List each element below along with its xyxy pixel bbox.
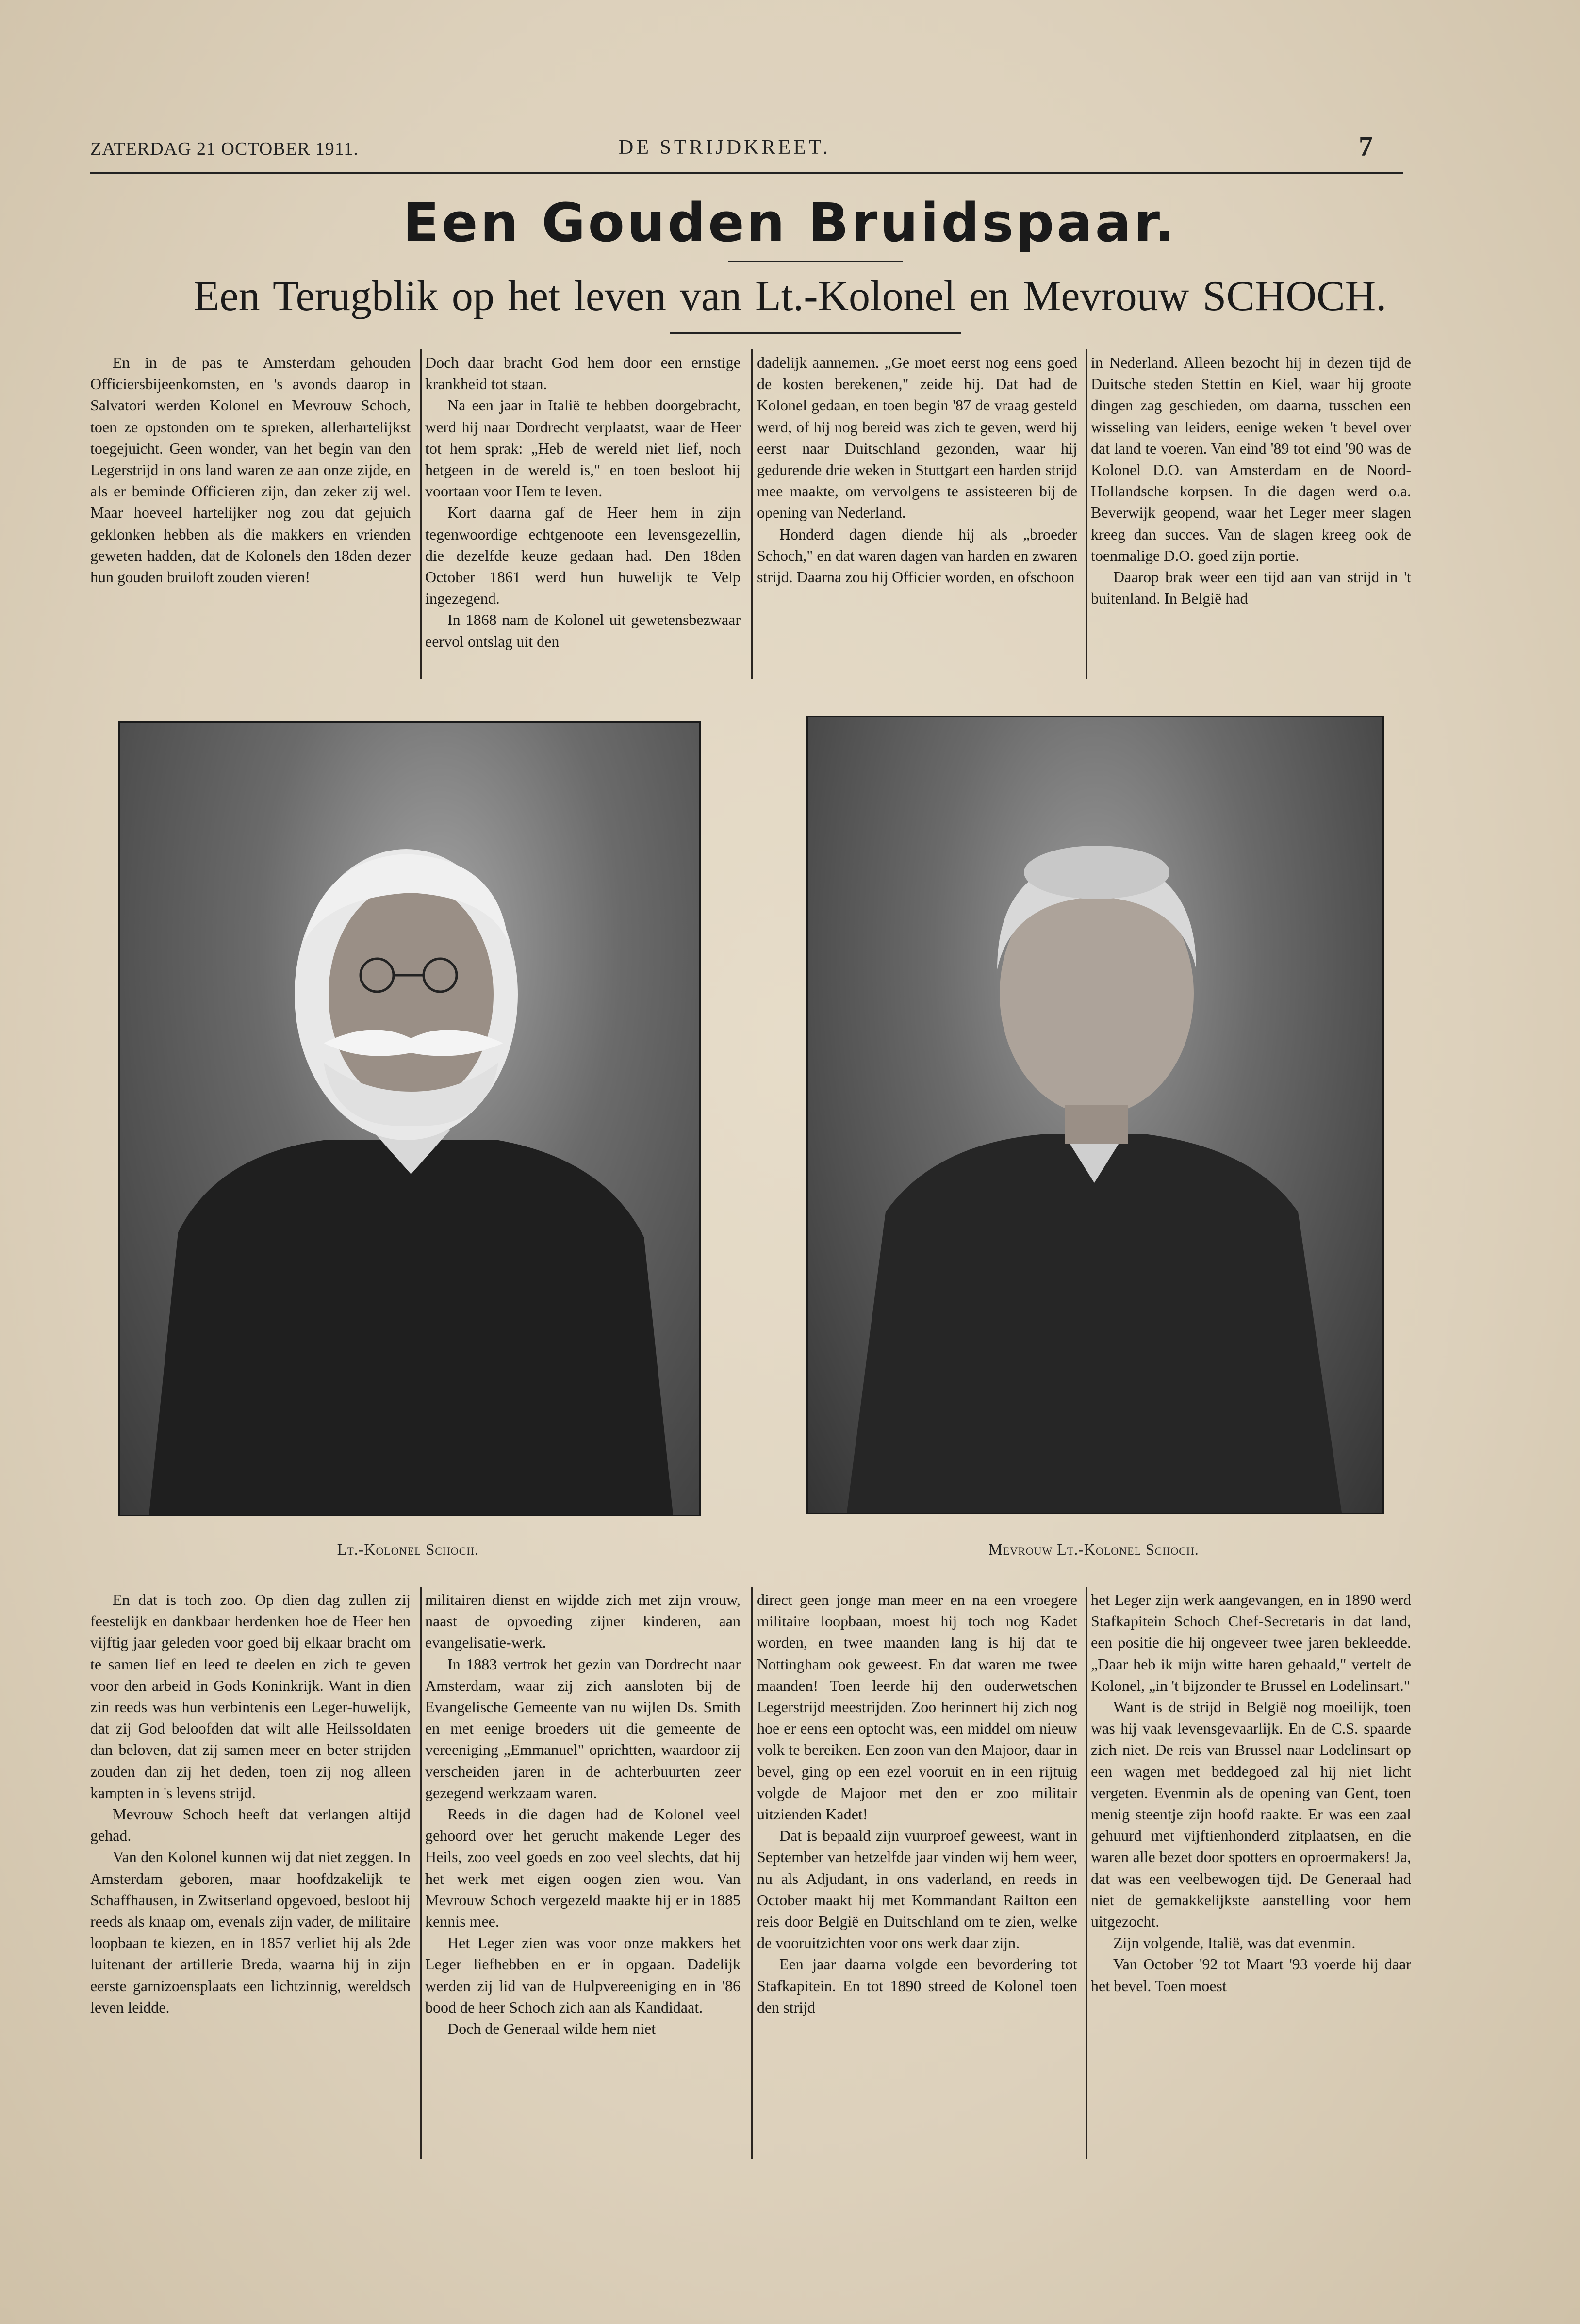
paragraph: In 1883 vertrok het gezin van Dordrecht naar Amsterdam, waar zij zich aansloten bij de Evangelische Gemeente van nu wijlen Ds. Smith en met eenige broeders uit die gemeente de vereeniging „Emmanuel" oprichtten, waardoor zij verscheiden jaren in de achterbuurten zeer gezegend werkzaam waren. bbox=[425, 1655, 741, 1801]
paragraph: Zijn volgende, Italië, was dat evenmin. bbox=[1113, 1934, 1356, 1952]
paragraph: In 1868 nam de Kolonel uit gewetensbezwaar eervol ontslag uit den bbox=[425, 611, 741, 650]
bottom-column-3 bbox=[757, 1589, 1077, 2018]
top-column-4 bbox=[1091, 352, 1411, 609]
issue-date: ZATERDAG 21 OCTOBER 1911. bbox=[90, 139, 359, 159]
paragraph: En dat is toch zoo. Op dien dag zullen zij feestelijk en dankbaar herdenken hoe de Heer hen vijftig jaar geleden voor goed bij elkaar bracht om te samen lief en leed te deelen en zich te geven voor den arbeid in Gods Koninkrijk. Want in dien zin reeds was hun verbintenis een Leger-huwelijk, dat zij God beloofden dat wilt alle Heilssoldaten dan beloven, dat zij samen meer en beter strijden zouden dan zij het deden, toen zij nog alleen kampten in 's levens strijd. bbox=[90, 1591, 411, 1801]
paragraph: Van October '92 tot Maart '93 voerde hij daar het bevel. Toen moest bbox=[1091, 1955, 1411, 1995]
mrs-figure-icon bbox=[808, 717, 1382, 1513]
paragraph: militairen dienst en wijdde zich met zijn vrouw, naast de opvoeding zijner kinderen, aan evangelisatie-werk. bbox=[425, 1591, 741, 1652]
column-divider bbox=[1086, 349, 1087, 679]
column-divider bbox=[420, 349, 422, 679]
column-divider bbox=[751, 349, 753, 679]
subtitle-rule bbox=[670, 332, 961, 334]
top-column-3 bbox=[757, 352, 1077, 588]
caption-mrs: Mevrouw Lt.-Kolonel Schoch. bbox=[988, 1540, 1199, 1558]
title-rule bbox=[728, 261, 903, 262]
paragraph: En in de pas te Amsterdam gehouden Officiersbijeenkomsten, en 's avonds daarop in Salvatori werden Kolonel en Mevrouw Schoch, toen ze opstonden om te spreken, allerhartelijkst toegejuicht. Geen wonder, van het begin van den Legerstrijd in ons land waren ze aan onze zijde, en als er beminde Officieren zijn, dan zeker zij wel. Maar hoeveel hartelijker nog zou dat gejuich geklonken hebben als die makkers en vrienden geweten hadden, dat de Kolonels den 18den dezer hun gouden bruiloft zouden vieren! bbox=[90, 354, 411, 586]
colonel-figure-icon bbox=[120, 723, 699, 1515]
header-rule bbox=[90, 172, 1403, 174]
column-divider bbox=[751, 1587, 753, 2159]
bottom-column-4 bbox=[1091, 1589, 1411, 1997]
paragraph: Dat is bepaald zijn vuurproef geweest, want in September van hetzelfde jaar vinden wij hem weer, nu als Adjudant, in ons vaderland, en reeds in October maakt hij met Kommandant Railton een reis door België en Duitschland om te zien, welke de vooruitzichten voor ons werk daar zijn. bbox=[757, 1827, 1077, 1952]
column-divider bbox=[420, 1587, 422, 2159]
article-title: Een Gouden Bruidspaar. bbox=[402, 192, 1178, 254]
paragraph: Honderd dagen diende hij als „broeder Schoch," en dat waren dagen van harden en zwaren strijd. Daarna zou hij Officier worden, en ofschoon bbox=[757, 525, 1077, 586]
paragraph: in Nederland. Alleen bezocht hij in dezen tijd de Duitsche steden Stettin en Kiel, waar hij groote dingen zag geschieden, om daarna, tusschen een wisseling van leiders, eenige weken 't bevel over dat land te voeren. Van eind '89 tot eind '90 was de Kolonel D.O. van Amsterdam en de Noord-Hollandsche korpsen. In die dagen werd o.a. Beverwijk geopend, waar het Leger meer slagen kreeg dan succes. Van de slagen kreeg ook de toenmalige D.O. goed zijn portie. bbox=[1091, 354, 1411, 564]
paragraph: Want is de strijd in België nog moeilijk, toen was hij vaak levensgevaarlijk. En de C.S. spaarde zich niet. De reis van Brussel naar Lodelinsart op een wagen met beddegoed zal hij niet licht vergeten. Evenmin als de opening van Gent, toen menig steentje zijn hoofd raakte. Er was een zaal gehuurd met vijftienhonderd zitplaatsen, en die waren alle bezet door spotters en oproermakers! Ja, dat was een veelbewogen tijd. De Generaal had niet de gemakkelijkste aanstelling voor hem uitgezocht. bbox=[1091, 1698, 1411, 1931]
portrait-mrs-photo bbox=[806, 716, 1384, 1514]
paragraph: het Leger zijn werk aangevangen, en in 1890 werd Stafkapitein Schoch Chef-Secretaris in dat land, een positie die hij ongeveer twee jaren bekleedde. „Daar heb ik mijn witte haren gehaald," vertelt de Kolonel, „in 't bijzonder te Brussel en Lodelinsart." bbox=[1091, 1591, 1411, 1694]
paragraph: Een jaar daarna volgde een bevordering tot Stafkapitein. En tot 1890 streed de Kolonel toen den strijd bbox=[757, 1955, 1077, 2016]
article-subtitle: Een Terugblik op het leven van Lt.-Kolonel en Mevrouw SCHOCH. bbox=[193, 273, 1387, 320]
bottom-column-1 bbox=[90, 1589, 411, 2018]
paragraph: dadelijk aannemen. „Ge moet eerst nog eens goed de kosten berekenen," zeide hij. Dat had de Kolonel gedaan, en toen begin '87 de vraag gesteld werd, of hij nog bereid was zich te geven, werd hij eerst naar Duitschland gezonden, waar hij gedurende drie weken in Stuttgart een harden strijd mee maakte, om vervolgens te assisteeren bij de opening van Nederland. bbox=[757, 354, 1077, 522]
paragraph: Kort daarna gaf de Heer hem in zijn tegenwoordige echtgenoote een levensgezellin, die dezelfde keuze gedaan had. Den 18den October 1861 werd hun huwelijk te Velp ingezegend. bbox=[425, 504, 741, 607]
page-number: 7 bbox=[1359, 131, 1373, 162]
bottom-column-2 bbox=[425, 1589, 741, 2039]
paragraph: Na een jaar in Italië te hebben doorgebracht, werd hij naar Dordrecht verplaatst, waar de Heer tot hem sprak: „Heb de wereld niet lief, noch hetgeen in de wereld is," en toen besloot hij voortaan voor Hem te leven. bbox=[425, 396, 741, 500]
caption-colonel: Lt.-Kolonel Schoch. bbox=[337, 1540, 479, 1558]
paragraph: Daarop brak weer een tijd aan van strijd in 't buitenland. In België had bbox=[1091, 568, 1411, 607]
top-column-2 bbox=[425, 352, 741, 652]
paragraph: Doch daar bracht God hem door een ernstige krankheid tot staan. bbox=[425, 354, 741, 393]
newspaper-name: DE STRIJDKREET. bbox=[619, 136, 831, 159]
paragraph: Doch de Generaal wilde hem niet bbox=[447, 2020, 656, 2038]
paragraph: Mevrouw Schoch heeft dat verlangen altijd gehad. bbox=[90, 1805, 411, 1845]
paragraph: direct geen jonge man meer en na een vroegere militaire loopbaan, moest hij toch nog Kadet worden, en twee maanden lang is hij dat te Nottingham ook geweest. En dat waren me twee maanden! Toen leerde hij den ouderwetschen Legerstrijd meestrijden. Zoo herinnert hij zich nog hoe er eens een optocht was, een middel om nieuw volk te bereiken. Een zoon van den Majoor, daar in bevel, ging op een ezel vooruit en in een rijtuig volgde de Majoor met den er zoo militair uitzienden Kadet! bbox=[757, 1591, 1077, 1823]
portrait-colonel-photo bbox=[118, 721, 701, 1516]
top-column-1 bbox=[90, 352, 411, 588]
paragraph: Reeds in die dagen had de Kolonel veel gehoord over het gerucht makende Leger des Heils, zoo veel goeds en zoo veel slechts, dat hij het werk met eigen oogen zien wou. Van Mevrouw Schoch vergezeld maakte hij er in 1885 kennis mee. bbox=[425, 1805, 741, 1931]
column-divider bbox=[1086, 1587, 1087, 2159]
paragraph: Van den Kolonel kunnen wij dat niet zeggen. In Amsterdam geboren, maar hoofdzakelijk te Schaffhausen, in Zwitserland opgevoed, besloot hij reeds als knaap om, evenals zijn vader, de militaire loopbaan te kiezen, en in 1857 verliet hij als 2de luitenant der artillerie Breda, waarna hij in zijn eerste garnizoensplaats een lichtzinnig, wereldsch leven leidde. bbox=[90, 1848, 411, 2016]
paragraph: Het Leger zien was voor onze makkers het Leger liefhebben en er in opgaan. Dadelijk werden zij lid van de Hulpvereeniging en in '86 bood de heer Schoch zich aan als Kandidaat. bbox=[425, 1934, 741, 2016]
